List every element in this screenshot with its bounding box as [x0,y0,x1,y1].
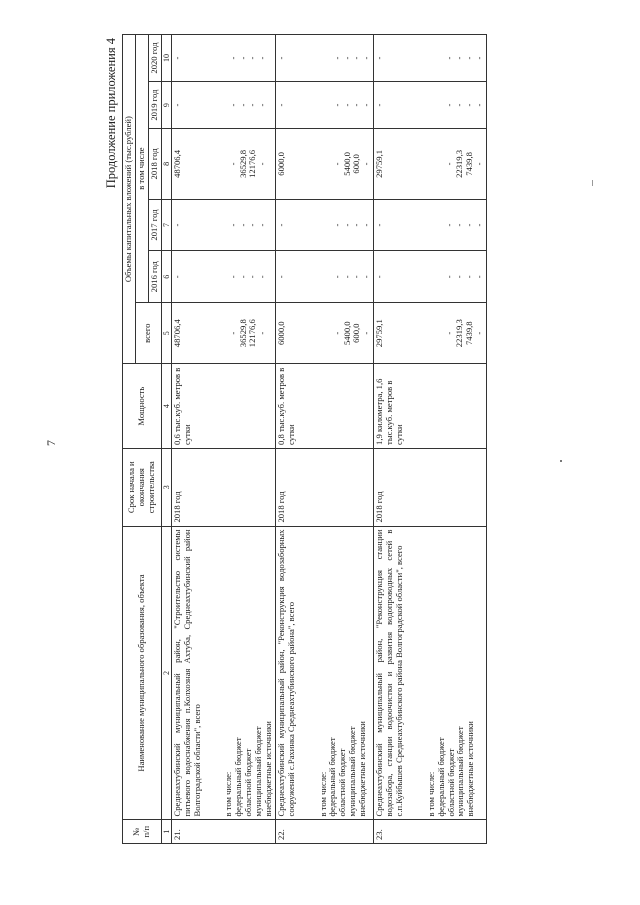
value-source: - [257,162,268,166]
object-name [275,526,373,820]
capital-investment-table [122,34,487,844]
value-source: - [453,103,464,107]
value-source: 600,0 [351,323,362,343]
value-source: - [473,331,484,335]
value-main: - [275,56,286,60]
value-source: - [227,275,238,279]
value-source: - [257,56,268,60]
source-label: внебюджетные источники [465,721,476,817]
value-main: 29759,1 [374,149,385,178]
value-source: 36529,8 [237,149,248,178]
header-name: Наименование муниципального образования, объекта [123,526,162,820]
value-source: 7439,8 [463,152,474,176]
value-source: - [463,275,474,279]
value-cell-y2017 [171,199,275,251]
value-source: - [473,223,484,227]
value-main: - [171,223,182,227]
value-source: 22319,3 [453,149,464,178]
header-2019: 2019 год [148,82,161,129]
value-source: - [247,103,258,107]
header-incl: в том числе [135,35,148,303]
value-cell-y2020 [374,35,486,82]
value-cell-y2016 [374,251,486,303]
value-source: - [361,56,372,60]
value-source: - [453,275,464,279]
capacity-value: 0,8 тыс.куб. метров в сутки [275,364,373,449]
value-source: - [341,275,352,279]
value-main: - [374,103,385,107]
value-source: 7439,8 [463,321,474,346]
value-cell-y2020 [171,35,275,82]
value-source: - [257,223,268,227]
value-source: - [473,103,484,107]
value-source: - [341,103,352,107]
value-main: 48706,4 [171,149,182,178]
value-source: - [227,331,238,335]
value-source: 36529,8 [237,319,248,348]
source-label: внебюджетные источники [262,721,273,817]
value-source: 600,0 [351,154,362,174]
object-title: Среднеахтубинский муниципальный район, "Строительство системы питьевого водоснабжения п.Колхозная Ахтуба, Среднеахтубинский район Волгоградской области", всего [171,529,202,817]
value-main: - [171,275,182,279]
value-main: 48706,4 [171,319,182,348]
source-label: областной бюджет [337,748,348,817]
value-source: 12176,6 [247,149,258,178]
rotated-sheet [102,34,574,844]
value-source: - [463,103,474,107]
value-cell-y2017 [374,199,486,251]
value-main: - [275,223,286,227]
index-cell: 3 [161,448,171,526]
value-source: - [331,56,342,60]
value-source: - [351,275,362,279]
incl-label: в том числе: [223,771,234,817]
value-cell-total [275,303,373,364]
index-cell: 1 [161,820,171,844]
value-main: 6000,0 [275,321,286,346]
value-source: - [453,56,464,60]
value-source: 5400,0 [341,321,352,346]
value-main: - [275,103,286,107]
value-source: - [361,223,372,227]
value-source: - [351,223,362,227]
value-source: - [361,103,372,107]
value-cell-y2016 [171,251,275,303]
table-row [171,35,275,844]
index-cell: 8 [161,129,171,200]
value-source: - [473,56,484,60]
row-number: 22. [275,820,373,844]
capacity-value: 1,9 километра, 1,6 тыс.куб. метров в сутки [374,364,486,449]
source-label: федеральный бюджет [327,737,338,817]
value-source: - [444,275,455,279]
index-cell: 2 [161,526,171,820]
value-main: - [275,275,286,279]
page-number: 7 [44,440,58,446]
source-label: федеральный бюджет [233,737,244,817]
value-cell-total [171,303,275,364]
value-source: - [444,103,455,107]
value-source: - [361,275,372,279]
index-cell: 9 [161,82,171,129]
value-source: - [227,223,238,227]
index-cell: 7 [161,199,171,251]
value-source: - [331,223,342,227]
header-total: всего [135,303,161,364]
value-source: - [227,162,238,166]
object-name [374,526,486,820]
value-main: - [374,56,385,60]
appendix-caption: Продолжение приложения 4 [104,38,118,189]
value-source: - [473,162,484,166]
value-source: - [247,275,258,279]
value-source: - [237,103,248,107]
header-capacity: Мощность [123,364,162,449]
value-source: - [331,331,342,335]
value-source: - [361,331,372,335]
value-source: - [463,223,474,227]
index-cell: 6 [161,251,171,303]
value-source: 22319,3 [453,319,464,348]
value-source: - [237,275,248,279]
header-volumes: Объемы капитальных вложений (тыс.рублей) [123,35,136,364]
scan-mark [592,180,593,186]
value-source: - [257,275,268,279]
value-source: - [331,162,342,166]
value-source: - [444,331,455,335]
value-source: - [453,223,464,227]
value-source: - [463,56,474,60]
source-label: внебюджетные источники [357,721,368,817]
object-name [171,526,275,820]
value-cell-y2020 [275,35,373,82]
header-term: Срок начала и окончания строительства [123,448,162,526]
header-2018: 2018 год [148,129,161,200]
index-cell: 10 [161,35,171,82]
value-source: - [331,103,342,107]
value-main: - [374,223,385,227]
source-label: муниципальный бюджет [347,726,358,817]
incl-label: в том числе: [425,771,436,817]
value-source: 5400,0 [341,152,352,176]
value-cell-total [374,303,486,364]
value-source: - [341,223,352,227]
value-source: - [227,103,238,107]
value-source: - [227,56,238,60]
scan-dot [560,460,562,462]
value-cell-y2018 [374,129,486,200]
object-title: Среднеахтубинский муниципальный район, "Реконструкция станции водозабора, станции водоочистки и развития водопроводных сетей в с.п.Куйбышев Среднеахтубинского района Волгоградской области", всего [374,529,404,817]
table-row [374,35,486,844]
value-source: - [237,56,248,60]
value-cell-y2019 [171,82,275,129]
source-label: муниципальный бюджет [253,726,264,817]
value-cell-y2019 [275,82,373,129]
value-source: - [257,331,268,335]
value-cell-y2018 [171,129,275,200]
row-number: 21. [171,820,275,844]
value-source: - [341,56,352,60]
value-main: - [374,275,385,279]
header-2016: 2016 год [148,251,161,303]
incl-label: в том числе: [317,771,328,817]
row-number: 23. [374,820,486,844]
value-source: - [351,103,362,107]
value-main: - [171,56,182,60]
value-cell-y2018 [275,129,373,200]
value-main: 6000,0 [275,152,286,176]
value-cell-y2019 [374,82,486,129]
value-source: - [473,275,484,279]
construction-term: 2018 год [171,448,275,526]
index-cell: 4 [161,364,171,449]
header-2017: 2017 год [148,199,161,251]
construction-term: 2018 год [275,448,373,526]
capacity-value: 0,6 тыс.куб. метров в сутки [171,364,275,449]
value-source: - [444,56,455,60]
source-label: муниципальный бюджет [455,726,466,817]
value-cell-y2017 [275,199,373,251]
value-source: - [331,275,342,279]
value-source: - [361,162,372,166]
construction-term: 2018 год [374,448,486,526]
source-label: федеральный бюджет [435,737,446,817]
value-cell-y2016 [275,251,373,303]
source-label: областной бюджет [445,748,456,817]
index-cell: 5 [161,303,171,364]
value-source: - [444,223,455,227]
value-source: - [247,223,258,227]
source-label: областной бюджет [243,748,254,817]
value-source: - [257,103,268,107]
value-main: 29759,1 [374,319,385,348]
table-row [275,35,373,844]
value-main: - [171,103,182,107]
value-source: - [237,223,248,227]
value-source: - [444,162,455,166]
value-source: - [351,56,362,60]
header-2020: 2020 год [148,35,161,82]
value-source: - [247,56,258,60]
header-num: № п/п [123,820,162,844]
object-title: Среднеахтубинский муниципальный район, "Реконструкция водозаборных сооружений с.Рахинка Среднеахтубинского района", всего [275,529,296,817]
value-source: 12176,6 [247,319,258,348]
